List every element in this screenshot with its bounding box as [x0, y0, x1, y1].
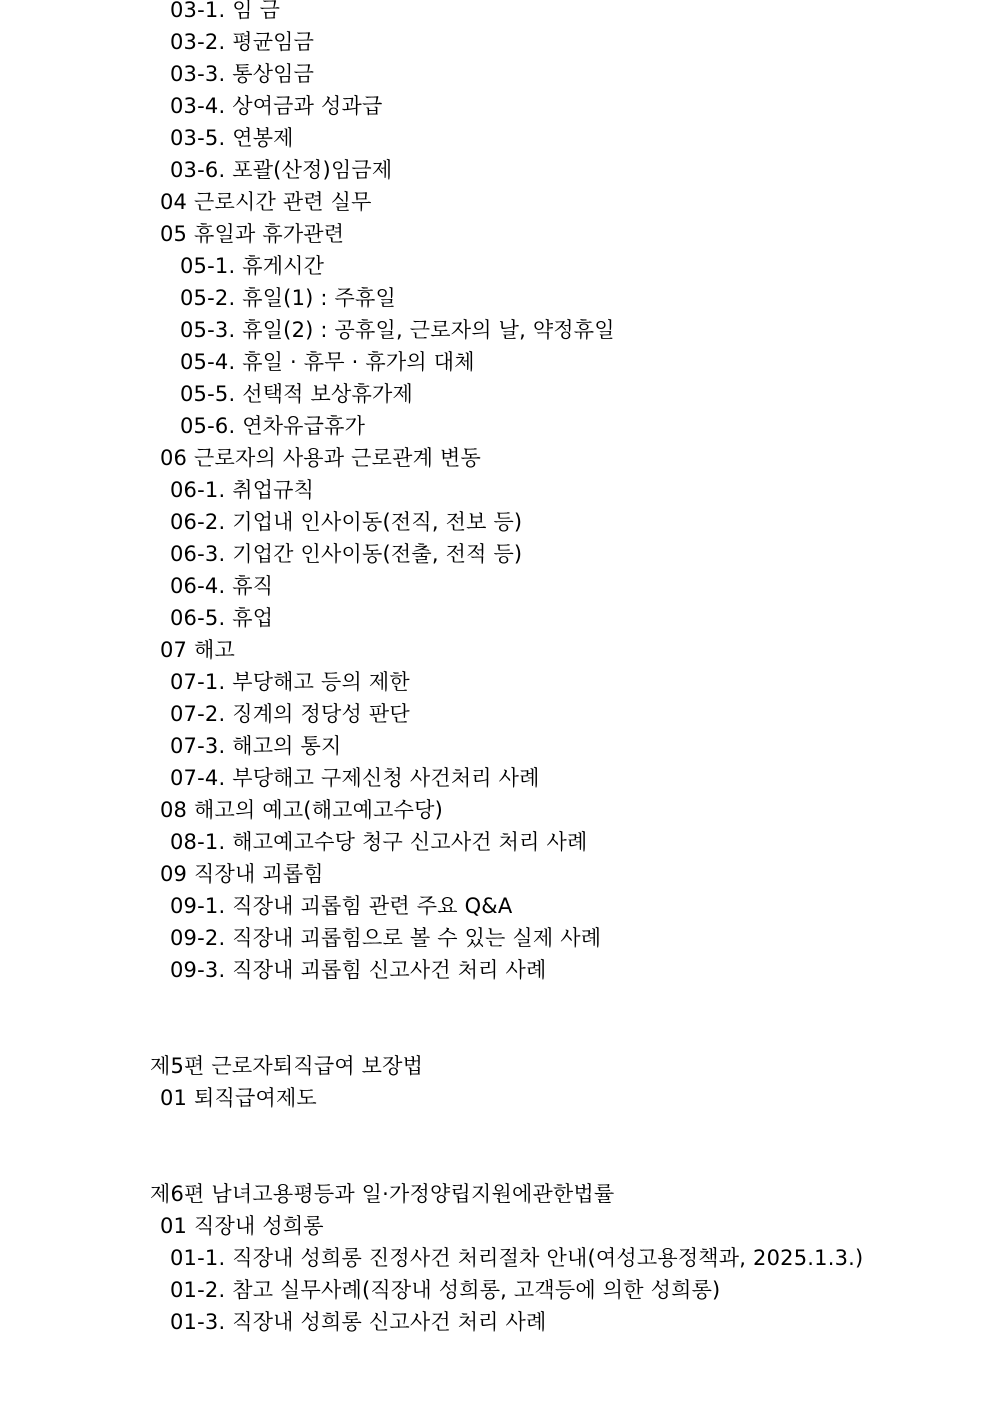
toc-entry-07-4: 07-4. 부당해고 구제신청 사건처리 사례 — [170, 766, 540, 790]
toc-entry-05-6: 05-6. 연차유급휴가 — [180, 414, 366, 438]
toc-entry-05-2: 05-2. 휴일(1) : 주휴일 — [180, 286, 397, 310]
toc-entry-part6-01-1: 01-1. 직장내 성희롱 진정사건 처리절차 안내(여성고용정책과, 2025.1.3.) — [170, 1246, 864, 1270]
toc-part-6: 제6편 남녀고용평등과 일·가정양립지원에관한법률 — [150, 1182, 615, 1206]
toc-section-07: 07 해고 — [160, 638, 235, 662]
toc-entry-03-6: 03-6. 포괄(산정)임금제 — [170, 158, 393, 182]
toc-entry-03-4: 03-4. 상여금과 성과급 — [170, 94, 383, 118]
toc-entry-07-2: 07-2. 징계의 정당성 판단 — [170, 702, 410, 726]
toc-section-09: 09 직장내 괴롭힘 — [160, 862, 324, 886]
toc-entry-05-5: 05-5. 선택적 보상휴가제 — [180, 382, 413, 406]
toc-entry-06-5: 06-5. 휴업 — [170, 606, 274, 630]
toc-entry-09-1: 09-1. 직장내 괴롭힘 관련 주요 Q&A — [170, 894, 513, 918]
toc-entry-05-1: 05-1. 휴게시간 — [180, 254, 325, 278]
toc-part-5: 제5편 근로자퇴직급여 보장법 — [150, 1054, 424, 1078]
toc-entry-09-2: 09-2. 직장내 괴롭힘으로 볼 수 있는 실제 사례 — [170, 926, 602, 950]
toc-entry-05-3: 05-3. 휴일(2) : 공휴일, 근로자의 날, 약정휴일 — [180, 318, 615, 342]
toc-section-06: 06 근로자의 사용과 근로관계 변동 — [160, 446, 481, 470]
toc-section-04: 04 근로시간 관련 실무 — [160, 190, 372, 214]
toc-entry-08-1: 08-1. 해고예고수당 청구 신고사건 처리 사례 — [170, 830, 588, 854]
toc-entry-06-1: 06-1. 취업규칙 — [170, 478, 315, 502]
toc-entry-05-4: 05-4. 휴일 · 휴무 · 휴가의 대체 — [180, 350, 475, 374]
toc-entry-06-2: 06-2. 기업내 인사이동(전직, 전보 등) — [170, 510, 523, 534]
toc-section-08: 08 해고의 예고(해고예고수당) — [160, 798, 444, 822]
toc-section-part5-01: 01 퇴직급여제도 — [160, 1086, 317, 1110]
toc-entry-06-3: 06-3. 기업간 인사이동(전출, 전적 등) — [170, 542, 523, 566]
toc-entry-03-5: 03-5. 연봉제 — [170, 126, 294, 150]
toc-entry-part6-01-3: 01-3. 직장내 성희롱 신고사건 처리 사례 — [170, 1310, 547, 1334]
toc-entry-06-4: 06-4. 휴직 — [170, 574, 274, 598]
toc-entry-09-3: 09-3. 직장내 괴롭힘 신고사건 처리 사례 — [170, 958, 547, 982]
toc-entry-03-1: 03-1. 임 금 — [170, 0, 281, 22]
toc-entry-07-3: 07-3. 해고의 통지 — [170, 734, 342, 758]
toc-entry-part6-01-2: 01-2. 참고 실무사례(직장내 성희롱, 고객등에 의한 성희롱) — [170, 1278, 721, 1302]
toc-entry-03-3: 03-3. 통상임금 — [170, 62, 315, 86]
toc-section-05: 05 휴일과 휴가관련 — [160, 222, 345, 246]
toc-entry-07-1: 07-1. 부당해고 등의 제한 — [170, 670, 410, 694]
toc-entry-03-2: 03-2. 평균임금 — [170, 30, 315, 54]
toc-section-part6-01: 01 직장내 성희롱 — [160, 1214, 324, 1238]
